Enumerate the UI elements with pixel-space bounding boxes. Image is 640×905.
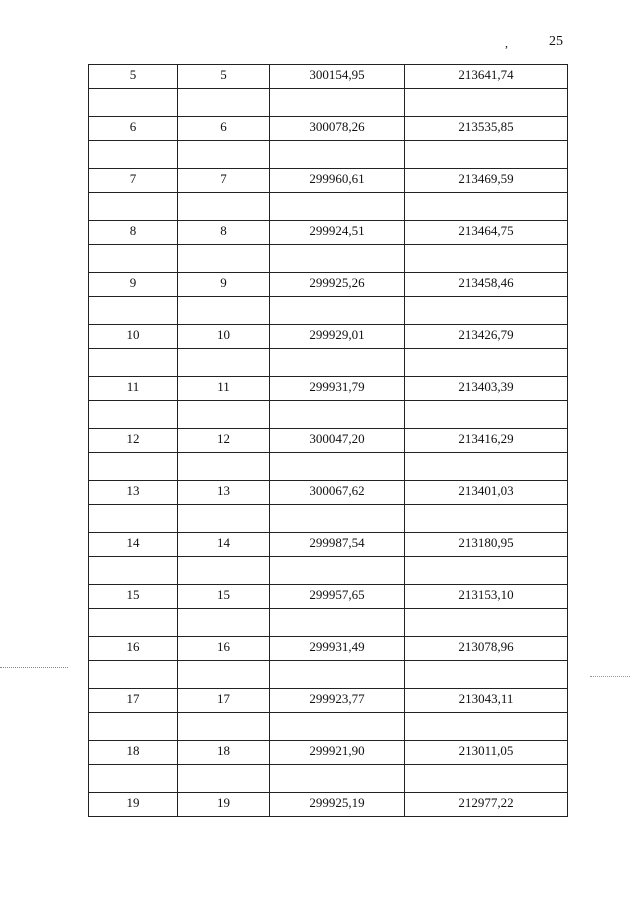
empty-cell xyxy=(270,453,405,481)
empty-cell xyxy=(405,141,568,169)
table-row xyxy=(89,117,568,141)
table-spacer-row xyxy=(89,765,568,793)
point-index-cell: 16 xyxy=(178,637,270,661)
empty-cell xyxy=(89,401,178,429)
table-spacer-row xyxy=(89,713,568,741)
empty-cell xyxy=(270,141,405,169)
table-row xyxy=(89,65,568,89)
y-coordinate-cell: 213180,95 xyxy=(405,533,568,557)
empty-cell xyxy=(89,765,178,793)
empty-cell xyxy=(270,661,405,689)
y-coordinate-cell: 213153,10 xyxy=(405,585,568,609)
point-index-cell: 8 xyxy=(178,221,270,245)
point-number-cell: 11 xyxy=(89,377,178,401)
point-index-cell: 7 xyxy=(178,169,270,193)
empty-cell xyxy=(89,713,178,741)
empty-cell xyxy=(89,141,178,169)
table-spacer-row xyxy=(89,609,568,637)
x-coordinate-cell: 299931,49 xyxy=(270,637,405,661)
point-index-cell: 6 xyxy=(178,117,270,141)
empty-cell xyxy=(405,713,568,741)
table-row xyxy=(89,585,568,609)
table-spacer-row xyxy=(89,141,568,169)
empty-cell xyxy=(178,297,270,325)
empty-cell xyxy=(178,349,270,377)
empty-cell xyxy=(405,349,568,377)
y-coordinate-cell: 213535,85 xyxy=(405,117,568,141)
table-row xyxy=(89,325,568,349)
y-coordinate-cell: 213641,74 xyxy=(405,65,568,89)
empty-cell xyxy=(178,89,270,117)
point-number-cell: 7 xyxy=(89,169,178,193)
y-coordinate-cell: 213011,05 xyxy=(405,741,568,765)
coordinates-table xyxy=(88,64,568,817)
point-number-cell: 15 xyxy=(89,585,178,609)
empty-cell xyxy=(270,89,405,117)
empty-cell xyxy=(178,141,270,169)
point-number-cell: 16 xyxy=(89,637,178,661)
point-number-cell: 14 xyxy=(89,533,178,557)
empty-cell xyxy=(405,297,568,325)
table-spacer-row xyxy=(89,557,568,585)
empty-cell xyxy=(405,245,568,273)
x-coordinate-cell: 300067,62 xyxy=(270,481,405,505)
point-index-cell: 17 xyxy=(178,689,270,713)
empty-cell xyxy=(405,453,568,481)
empty-cell xyxy=(270,609,405,637)
table-spacer-row xyxy=(89,401,568,429)
table-spacer-row xyxy=(89,349,568,377)
empty-cell xyxy=(89,505,178,533)
table-spacer-row xyxy=(89,245,568,273)
scan-artifact-right xyxy=(590,676,630,677)
x-coordinate-cell: 300078,26 xyxy=(270,117,405,141)
x-coordinate-cell: 299929,01 xyxy=(270,325,405,349)
y-coordinate-cell: 213426,79 xyxy=(405,325,568,349)
empty-cell xyxy=(405,765,568,793)
x-coordinate-cell: 299921,90 xyxy=(270,741,405,765)
table-row xyxy=(89,793,568,817)
empty-cell xyxy=(178,193,270,221)
table-row xyxy=(89,429,568,453)
y-coordinate-cell: 213401,03 xyxy=(405,481,568,505)
x-coordinate-cell: 299924,51 xyxy=(270,221,405,245)
empty-cell xyxy=(270,505,405,533)
empty-cell xyxy=(89,453,178,481)
table-spacer-row xyxy=(89,89,568,117)
empty-cell xyxy=(178,609,270,637)
empty-cell xyxy=(270,713,405,741)
scan-artifact-left xyxy=(0,667,68,668)
empty-cell xyxy=(405,609,568,637)
point-number-cell: 13 xyxy=(89,481,178,505)
page-number: 25 xyxy=(549,34,563,49)
x-coordinate-cell: 299925,26 xyxy=(270,273,405,297)
table-row xyxy=(89,637,568,661)
empty-cell xyxy=(270,245,405,273)
empty-cell xyxy=(270,401,405,429)
empty-cell xyxy=(89,661,178,689)
x-coordinate-cell: 299925,19 xyxy=(270,793,405,817)
point-index-cell: 15 xyxy=(178,585,270,609)
empty-cell xyxy=(270,193,405,221)
y-coordinate-cell: 213078,96 xyxy=(405,637,568,661)
y-coordinate-cell: 213403,39 xyxy=(405,377,568,401)
point-index-cell: 18 xyxy=(178,741,270,765)
y-coordinate-cell: 213464,75 xyxy=(405,221,568,245)
point-index-cell: 12 xyxy=(178,429,270,453)
x-coordinate-cell: 299987,54 xyxy=(270,533,405,557)
empty-cell xyxy=(270,349,405,377)
x-coordinate-cell: 299960,61 xyxy=(270,169,405,193)
point-index-cell: 10 xyxy=(178,325,270,349)
empty-cell xyxy=(178,713,270,741)
page-mark: , xyxy=(505,36,508,50)
empty-cell xyxy=(178,557,270,585)
point-index-cell: 14 xyxy=(178,533,270,557)
coordinates-table-body xyxy=(89,65,568,817)
empty-cell xyxy=(405,193,568,221)
x-coordinate-cell: 299931,79 xyxy=(270,377,405,401)
empty-cell xyxy=(405,505,568,533)
y-coordinate-cell: 213469,59 xyxy=(405,169,568,193)
empty-cell xyxy=(89,609,178,637)
empty-cell xyxy=(178,401,270,429)
point-number-cell: 9 xyxy=(89,273,178,297)
empty-cell xyxy=(405,89,568,117)
point-number-cell: 6 xyxy=(89,117,178,141)
table-spacer-row xyxy=(89,193,568,221)
point-number-cell: 12 xyxy=(89,429,178,453)
y-coordinate-cell: 213416,29 xyxy=(405,429,568,453)
y-coordinate-cell: 213043,11 xyxy=(405,689,568,713)
point-number-cell: 17 xyxy=(89,689,178,713)
table-row xyxy=(89,169,568,193)
empty-cell xyxy=(178,765,270,793)
x-coordinate-cell: 300154,95 xyxy=(270,65,405,89)
table-spacer-row xyxy=(89,453,568,481)
x-coordinate-cell: 300047,20 xyxy=(270,429,405,453)
point-number-cell: 18 xyxy=(89,741,178,765)
table-row xyxy=(89,741,568,765)
empty-cell xyxy=(89,557,178,585)
point-number-cell: 19 xyxy=(89,793,178,817)
point-number-cell: 10 xyxy=(89,325,178,349)
empty-cell xyxy=(270,557,405,585)
point-number-cell: 8 xyxy=(89,221,178,245)
empty-cell xyxy=(178,505,270,533)
empty-cell xyxy=(89,193,178,221)
table-spacer-row xyxy=(89,505,568,533)
table-row xyxy=(89,533,568,557)
empty-cell xyxy=(178,661,270,689)
point-index-cell: 19 xyxy=(178,793,270,817)
empty-cell xyxy=(405,661,568,689)
table-row xyxy=(89,377,568,401)
table-row xyxy=(89,221,568,245)
empty-cell xyxy=(178,245,270,273)
point-index-cell: 13 xyxy=(178,481,270,505)
empty-cell xyxy=(178,453,270,481)
point-index-cell: 11 xyxy=(178,377,270,401)
point-index-cell: 5 xyxy=(178,65,270,89)
table-row xyxy=(89,481,568,505)
empty-cell xyxy=(89,297,178,325)
empty-cell xyxy=(89,349,178,377)
table-spacer-row xyxy=(89,297,568,325)
table-row xyxy=(89,273,568,297)
x-coordinate-cell: 299957,65 xyxy=(270,585,405,609)
point-number-cell: 5 xyxy=(89,65,178,89)
empty-cell xyxy=(270,297,405,325)
empty-cell xyxy=(405,557,568,585)
empty-cell xyxy=(405,401,568,429)
y-coordinate-cell: 213458,46 xyxy=(405,273,568,297)
empty-cell xyxy=(89,89,178,117)
empty-cell xyxy=(270,765,405,793)
empty-cell xyxy=(89,245,178,273)
x-coordinate-cell: 299923,77 xyxy=(270,689,405,713)
y-coordinate-cell: 212977,22 xyxy=(405,793,568,817)
point-index-cell: 9 xyxy=(178,273,270,297)
table-spacer-row xyxy=(89,661,568,689)
table-row xyxy=(89,689,568,713)
